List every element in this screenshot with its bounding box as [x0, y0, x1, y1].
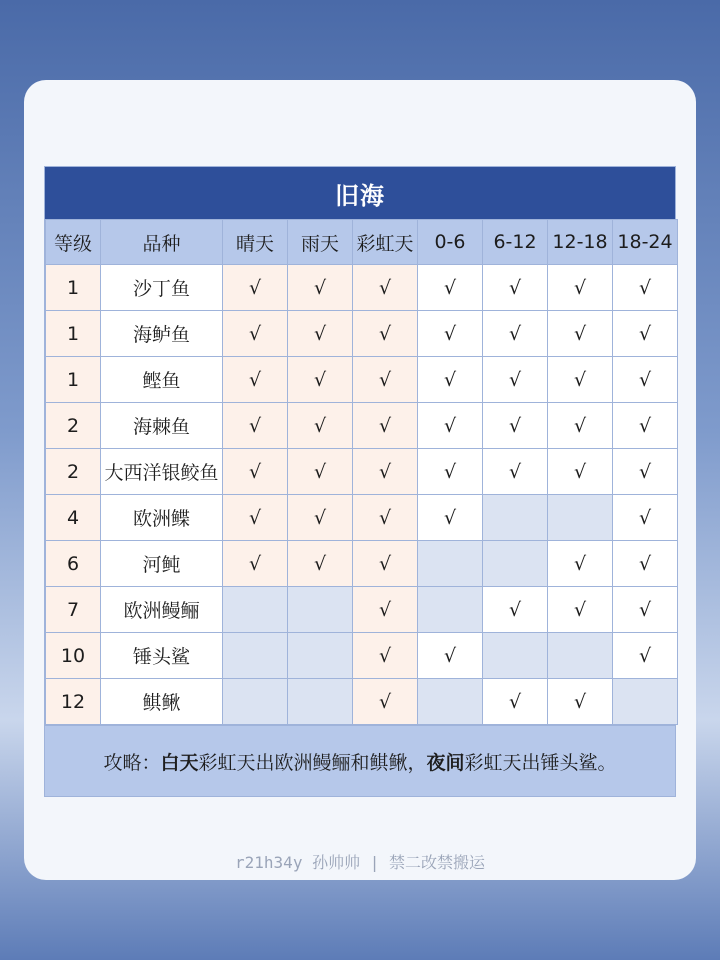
check-cell: √	[353, 541, 418, 587]
fish-table	[45, 219, 678, 725]
check-cell: √	[223, 311, 288, 357]
grade-cell: 12	[46, 679, 101, 725]
strategy-note	[45, 725, 675, 796]
fish-table-panel	[44, 166, 676, 797]
check-cell: √	[613, 357, 678, 403]
column-header: 晴天	[223, 220, 288, 265]
empty-cell	[288, 679, 353, 725]
check-cell: √	[223, 357, 288, 403]
check-cell: √	[353, 357, 418, 403]
table-row	[46, 311, 678, 357]
check-cell: √	[223, 403, 288, 449]
empty-cell	[483, 633, 548, 679]
table-row	[46, 265, 678, 311]
table-row	[46, 633, 678, 679]
column-header: 6-12	[483, 220, 548, 265]
empty-cell	[548, 495, 613, 541]
grade-cell: 4	[46, 495, 101, 541]
empty-cell	[223, 679, 288, 725]
fish-name-cell: 沙丁鱼	[101, 265, 223, 311]
fish-name-cell: 海棘鱼	[101, 403, 223, 449]
note-prefix: 攻略：	[103, 751, 161, 774]
table-row	[46, 587, 678, 633]
check-cell: √	[288, 541, 353, 587]
empty-cell	[223, 633, 288, 679]
note-bold-night: 夜间	[426, 751, 465, 774]
table-row	[46, 541, 678, 587]
empty-cell	[418, 587, 483, 633]
fish-name-cell: 鲯鳅	[101, 679, 223, 725]
fish-name-cell: 锤头鲨	[101, 633, 223, 679]
check-cell: √	[353, 403, 418, 449]
check-cell: √	[418, 265, 483, 311]
table-row	[46, 357, 678, 403]
fish-name-cell: 河鲀	[101, 541, 223, 587]
check-cell: √	[613, 633, 678, 679]
check-cell: √	[288, 265, 353, 311]
check-cell: √	[223, 495, 288, 541]
watermark-footer: r21h34y 孙帅帅 | 禁二改禁搬运	[235, 853, 485, 872]
check-cell: √	[548, 679, 613, 725]
column-header: 彩虹天	[353, 220, 418, 265]
fish-name-cell: 欧洲鳗鲡	[101, 587, 223, 633]
empty-cell	[483, 495, 548, 541]
empty-cell	[483, 541, 548, 587]
empty-cell	[288, 633, 353, 679]
table-row	[46, 449, 678, 495]
check-cell: √	[548, 541, 613, 587]
check-cell: √	[223, 541, 288, 587]
table-row	[46, 679, 678, 725]
grade-cell: 1	[46, 311, 101, 357]
check-cell: √	[353, 633, 418, 679]
fish-name-cell: 海鲈鱼	[101, 311, 223, 357]
check-cell: √	[548, 403, 613, 449]
check-cell: √	[548, 311, 613, 357]
check-cell: √	[613, 265, 678, 311]
grade-cell: 2	[46, 403, 101, 449]
check-cell: √	[288, 357, 353, 403]
check-cell: √	[483, 449, 548, 495]
column-header: 0-6	[418, 220, 483, 265]
check-cell: √	[353, 449, 418, 495]
check-cell: √	[483, 587, 548, 633]
check-cell: √	[418, 357, 483, 403]
check-cell: √	[548, 265, 613, 311]
check-cell: √	[418, 403, 483, 449]
check-cell: √	[353, 265, 418, 311]
check-cell: √	[483, 679, 548, 725]
check-cell: √	[418, 495, 483, 541]
check-cell: √	[613, 311, 678, 357]
check-cell: √	[223, 449, 288, 495]
grade-cell: 7	[46, 587, 101, 633]
check-cell: √	[353, 495, 418, 541]
check-cell: √	[613, 587, 678, 633]
check-cell: √	[483, 357, 548, 403]
empty-cell	[288, 587, 353, 633]
check-cell: √	[418, 311, 483, 357]
grade-cell: 6	[46, 541, 101, 587]
check-cell: √	[353, 679, 418, 725]
column-header: 18-24	[613, 220, 678, 265]
table-title: 旧海	[45, 167, 675, 219]
grade-cell: 2	[46, 449, 101, 495]
check-cell: √	[483, 311, 548, 357]
empty-cell	[548, 633, 613, 679]
empty-cell	[223, 587, 288, 633]
check-cell: √	[288, 449, 353, 495]
check-cell: √	[288, 495, 353, 541]
column-header: 品种	[101, 220, 223, 265]
grade-cell: 1	[46, 357, 101, 403]
column-header: 12-18	[548, 220, 613, 265]
empty-cell	[418, 541, 483, 587]
note-suffix: 彩虹天出锤头鲨。	[464, 751, 617, 774]
fish-name-cell: 鲣鱼	[101, 357, 223, 403]
check-cell: √	[613, 495, 678, 541]
column-header: 等级	[46, 220, 101, 265]
check-cell: √	[353, 587, 418, 633]
column-header: 雨天	[288, 220, 353, 265]
check-cell: √	[483, 265, 548, 311]
check-cell: √	[223, 265, 288, 311]
check-cell: √	[288, 311, 353, 357]
fish-name-cell: 欧洲鲽	[101, 495, 223, 541]
check-cell: √	[548, 587, 613, 633]
table-row	[46, 495, 678, 541]
empty-cell	[613, 679, 678, 725]
check-cell: √	[418, 449, 483, 495]
note-middle: 彩虹天出欧洲鳗鲡和鲯鳅，	[198, 751, 427, 774]
note-bold-day: 白天	[160, 751, 199, 774]
check-cell: √	[288, 403, 353, 449]
check-cell: √	[483, 403, 548, 449]
check-cell: √	[418, 633, 483, 679]
table-header-row	[46, 220, 678, 265]
check-cell: √	[548, 449, 613, 495]
check-cell: √	[613, 403, 678, 449]
check-cell: √	[548, 357, 613, 403]
check-cell: √	[613, 449, 678, 495]
check-cell: √	[353, 311, 418, 357]
table-row	[46, 403, 678, 449]
empty-cell	[418, 679, 483, 725]
check-cell: √	[613, 541, 678, 587]
fish-name-cell: 大西洋银鲛鱼	[101, 449, 223, 495]
grade-cell: 1	[46, 265, 101, 311]
grade-cell: 10	[46, 633, 101, 679]
